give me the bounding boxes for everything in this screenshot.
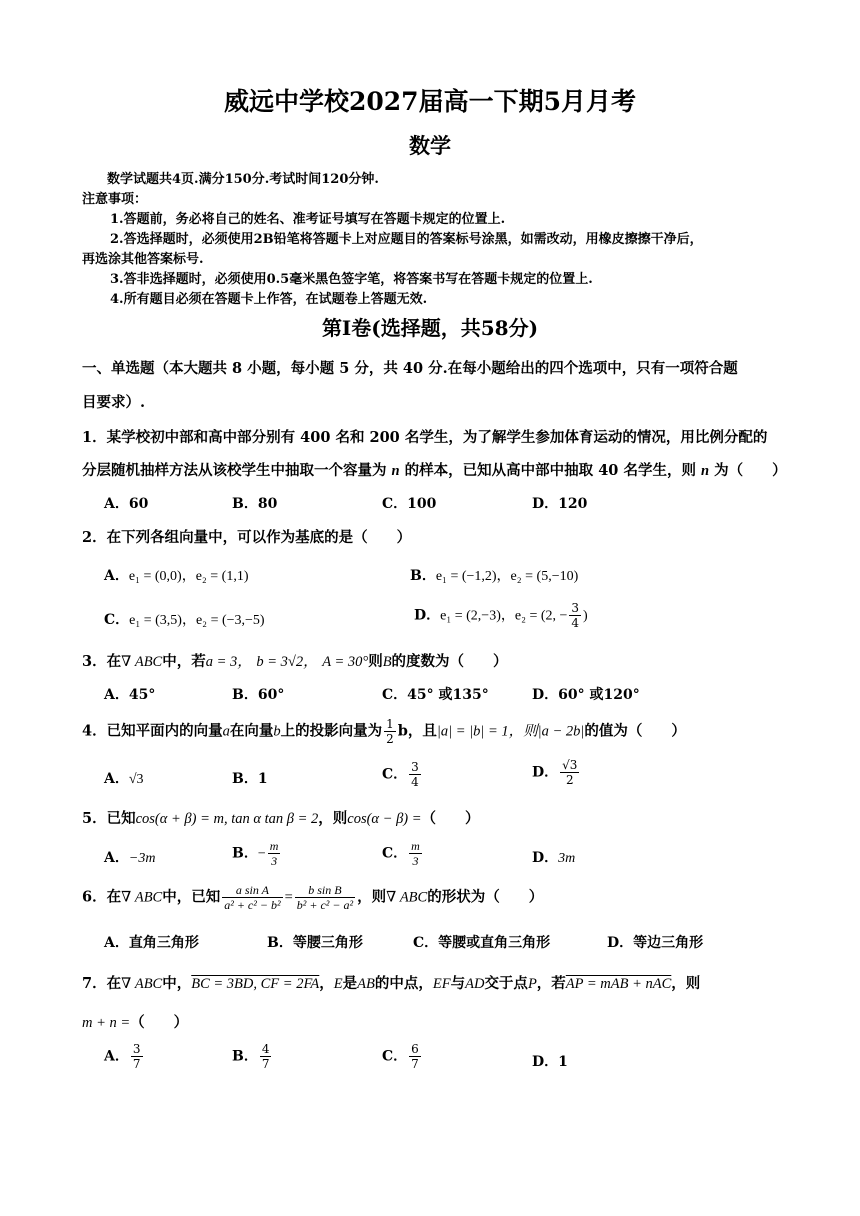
q2-option-c: C．e₁ = (3,5)，e₂ = (−3,−5): [104, 612, 265, 628]
q3-stem: 3．在∇ ABC中，若a = 3， b = 3√2， A = 30°则B的度数为（ ）: [82, 653, 508, 670]
q7-option-b: B． $\frac{4}{7}$: [232, 1042, 270, 1071]
q2-stem: 2．在下列各组向量中，可以作为基底的是（ ）: [82, 529, 412, 546]
q7-line1: 7．在∇ ABC中，BC = 3BD, CF = 2FA，E是AB的中点，EF与AD交于点P，若AP = mAB + nAC，则: [82, 975, 701, 992]
q6-option-d: D．等边三角形: [607, 935, 704, 951]
q4-option-d: D． $\frac{√3}{2}$: [532, 758, 578, 787]
q5-option-d: D．3m: [532, 850, 576, 866]
q4-option-c: C． $\frac{3}{4}$: [382, 760, 419, 789]
notes-item-2: 2.答选择题时，必须使用2B铅笔将答题卡上对应题目的答案标号涂黑，如需改动，用橡皮擦擦干净后，: [110, 232, 703, 247]
q3-option-c: C．45° 或135°: [382, 687, 489, 703]
q4-stem: 4．已知平面内的向量a在向量b上的投影向量为 $\frac{1}{2}$ b，且|a| = |b| = 1，则|a − 2b|的值为（ ）: [82, 717, 686, 746]
q1-option-a: A．60: [104, 496, 149, 512]
q3-option-b: B．60°: [232, 687, 285, 703]
notes-item-4: 4.所有题目必须在答题卡上作答，在试题卷上答题无效.: [110, 292, 428, 307]
notes-item-2-cont: 再选涂其他答案标号.: [82, 252, 204, 267]
notes-item-3: 3.答非选择题时，必须使用0.5毫米黑色签字笔，将答案书写在答题卡规定的位置上.: [110, 272, 593, 287]
q6-stem: 6．在∇ ABC中，已知 $\frac{\text{a sin A}}{\text{a² + c² − b²}}$ = $\frac{\text{b sin B}}{\text{b² + c² − a²}}$ ，则∇ ABC的形状为（ ）: [82, 883, 544, 912]
q1-option-d: D．120: [532, 496, 588, 512]
notes-heading: 注意事项：: [82, 192, 148, 207]
q4-option-a: A．√3: [104, 771, 144, 787]
q6-option-b: B．等腰三角形: [267, 935, 363, 951]
q1-line1: 1．某学校初中部和高中部分别有 400 名和 200 名学生，为了解学生参加体育运动的情况，用比例分配的: [82, 429, 768, 446]
q3-option-a: A．45°: [104, 687, 156, 703]
q5-stem: 5．已知cos(α + β) = m, tan α tan β = 2，则cos(α − β) =（ ）: [82, 810, 480, 827]
q1-option-b: B．80: [232, 496, 278, 512]
notes-intro: 数学试题共4页.满分150分.考试时间120分钟.: [107, 172, 379, 187]
q1-line2: 分层随机抽样方法从该校学生中抽取一个容量为 n 的样本，已知从高中部中抽取 40 名学生，则 n 为（ ）: [82, 462, 787, 479]
section-desc-line1: 一、单选题（本大题共 8 小题，每小题 5 分，共 40 分.在每小题给出的四个选项中，只有一项符合题: [82, 360, 738, 377]
q2-option-b: B．e₁ = (−1,2)，e₂ = (5,−10): [410, 568, 579, 584]
q2-option-a: A．e₁ = (0,0)，e₂ = (1,1): [104, 568, 249, 584]
q6-option-a: A．直角三角形: [104, 935, 199, 951]
q6-option-c: C．等腰或直角三角形: [413, 935, 551, 951]
q1-option-c: C．100: [382, 496, 437, 512]
q7-option-a: A． $\frac{3}{7}$: [104, 1042, 141, 1071]
q4-option-b: B．1: [232, 771, 268, 787]
notes-item-1: 1.答题前，务必将自己的姓名、准考证号填写在答题卡规定的位置上.: [110, 212, 506, 227]
q7-option-d: D．1: [532, 1054, 568, 1070]
section-title: 第Ⅰ卷(选择题，共58分): [321, 316, 539, 340]
q7-line2: m + n =（ ）: [82, 1014, 189, 1031]
section-desc-line2: 目要求）.: [82, 394, 146, 411]
q7-option-c: C． $\frac{6}{7}$: [382, 1042, 419, 1071]
q5-option-b: B．− $\frac{m}{3}$: [232, 839, 279, 868]
subject-title: 数学: [409, 133, 451, 158]
q5-option-c: C． $\frac{m}{3}$: [382, 839, 420, 868]
q3-option-d: D．60° 或120°: [532, 687, 640, 703]
exam-title: 威远中学校2027届高一下期5月月考: [224, 87, 636, 116]
q5-option-a: A．−3m: [104, 850, 156, 866]
q2-option-d: D．e₁ = (2,−3)，e₂ = (2, − $\frac{3}{4}$ ): [414, 601, 588, 630]
